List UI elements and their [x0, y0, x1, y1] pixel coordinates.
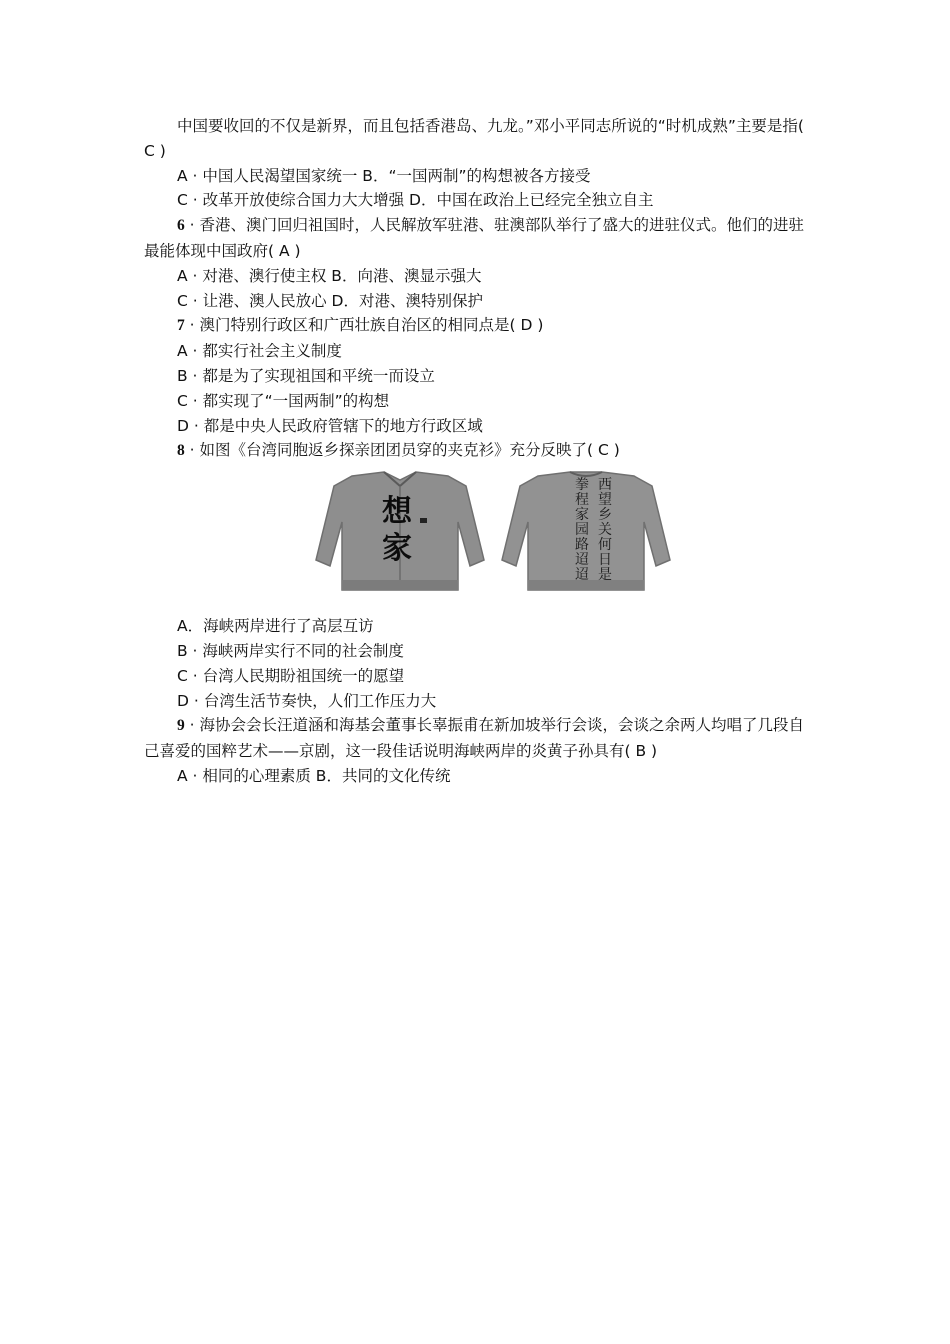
- q8-stem: [144, 438, 812, 464]
- q5-options-ab: A · 中国人民渴望国家统一 B．“一国两制”的构想被各方接受: [177, 166, 591, 185]
- q9-text: · 海协会会长汪道涵和海基会董事长辜振甫在新加坡举行会谈，会谈之余两人均唱了几段自己喜爱的国粹艺术——京剧，这一段佳话说明海峡两岸的炎黄子孙具有( B ): [144, 716, 805, 761]
- calligraphy-xiang: 想: [382, 494, 412, 530]
- q5-stem-continuation: 中国要收回的不仅是新界，而且包括香港岛、九龙。”邓小平同志所说的“时机成熟”主要是指( C ): [144, 117, 804, 160]
- jacket-photo: [144, 464, 812, 614]
- q7-option-b: B · 都是为了实现祖国和平统一而设立: [177, 366, 435, 385]
- q8-option-b: B · 海峡两岸实行不同的社会制度: [177, 641, 404, 660]
- q9-stem: [144, 713, 812, 764]
- q7-stem: [144, 313, 812, 339]
- jacket-front-image: [308, 470, 490, 603]
- q7-option-c: C · 都实现了“一国两制”的构想: [177, 391, 390, 410]
- calligraphy-column-left: 拳程家园路迢迢: [575, 477, 589, 584]
- q7-number: 7: [177, 317, 185, 335]
- worksheet-page: [144, 114, 812, 789]
- calligraphy-column-right: 西望乡关何日是: [598, 477, 612, 584]
- q6-stem: [144, 213, 812, 264]
- q7-text: · 澳门特别行政区和广西壮族自治区的相同点是( D ): [184, 316, 544, 335]
- q7-option-d: D · 都是中央人民政府管辖下的地方行政区域: [177, 416, 483, 435]
- q6-number: 6: [177, 217, 185, 235]
- q8-number: 8: [177, 442, 185, 460]
- q9-options-ab: A · 相同的心理素质 B．共同的文化传统: [177, 766, 451, 785]
- q8-option-a: A．海峡两岸进行了高层互访: [177, 617, 374, 636]
- q9-number: 9: [177, 717, 185, 735]
- q8-option-d: D · 台湾生活节奏快，人们工作压力大: [177, 691, 437, 710]
- jacket-back-image: [496, 470, 676, 603]
- q8-text: · 如图《台湾同胞返乡探亲团团员穿的夹克衫》充分反映了( C ): [184, 441, 620, 460]
- q6-text: · 香港、澳门回归祖国时，人民解放军驻港、驻澳部队举行了盛大的进驻仪式。他们的进驻最能体现中国政府( A ): [144, 216, 805, 260]
- q5-options-cd: C · 改革开放使综合国力大大增强 D．中国在政治上已经完全独立自主: [177, 191, 654, 210]
- calligraphy-jia: 家: [382, 531, 412, 567]
- q6-options-ab: A · 对港、澳行使主权 B．向港、澳显示强大: [177, 266, 482, 285]
- q8-option-c: C · 台湾人民期盼祖国统一的愿望: [177, 666, 405, 685]
- q7-option-a: A · 都实行社会主义制度: [177, 342, 342, 361]
- q6-options-cd: C · 让港、澳人民放心 D．对港、澳特别保护: [177, 291, 483, 310]
